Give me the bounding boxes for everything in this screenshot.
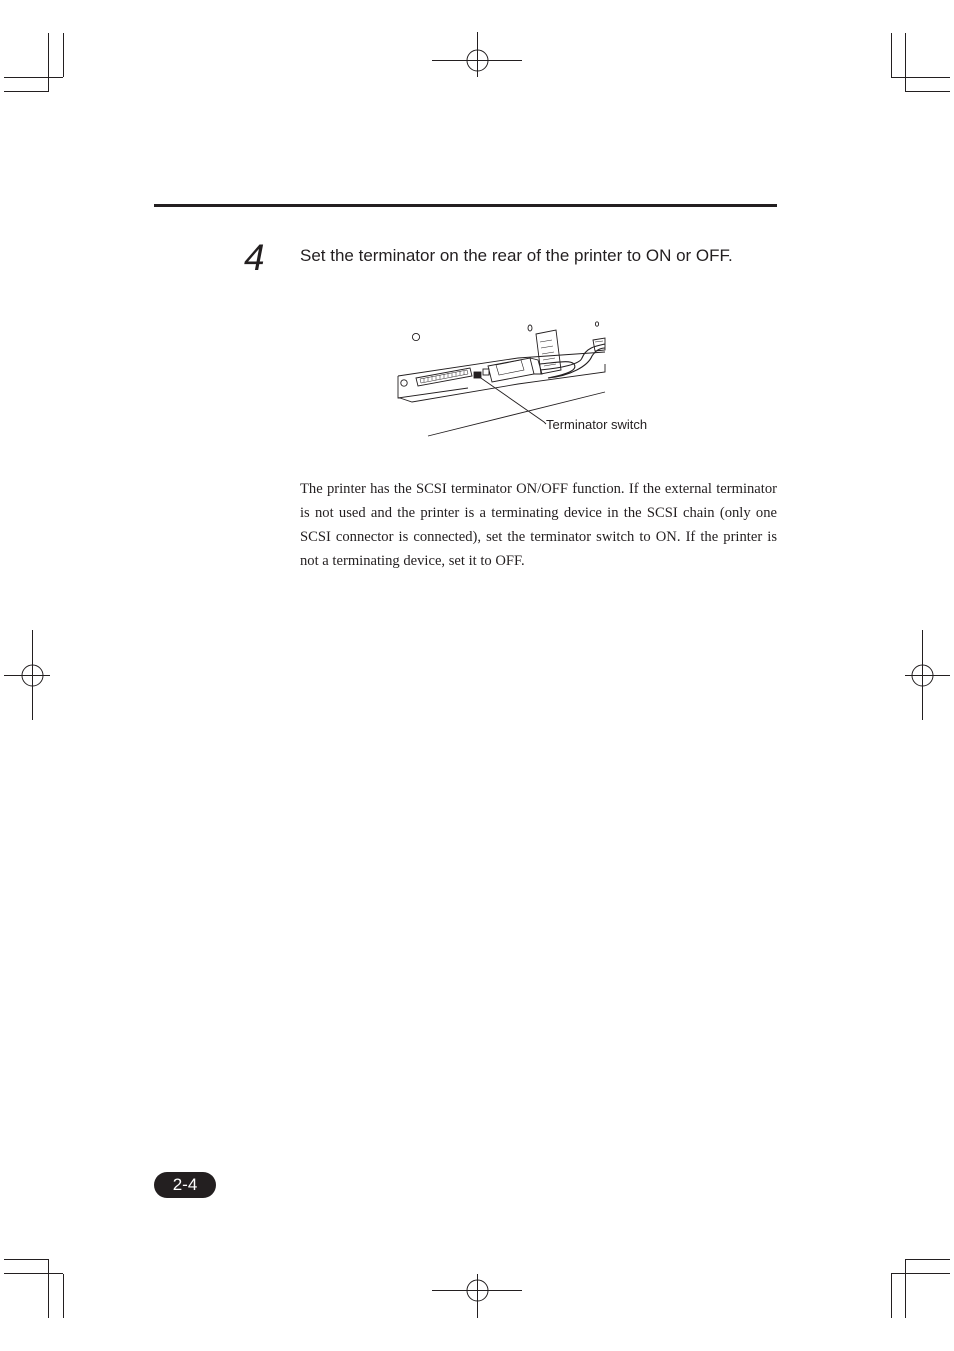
step-instruction: Set the terminator on the rear of the printer to ON or OFF. — [300, 246, 733, 265]
terminator-switch-label: Terminator switch — [546, 417, 648, 432]
step-number: 4 — [244, 237, 265, 278]
header-rule — [154, 204, 777, 207]
body-paragraph: The printer has the SCSI terminator ON/OFF function. If the external terminator is not used and the printer is a terminating device in the SCSI chain (only one SCSI connector is connected), set the terminator switch to ON. If the printer is not a terminating device, set it to OFF. — [300, 481, 777, 569]
page-number: 2-4 — [154, 1172, 216, 1198]
